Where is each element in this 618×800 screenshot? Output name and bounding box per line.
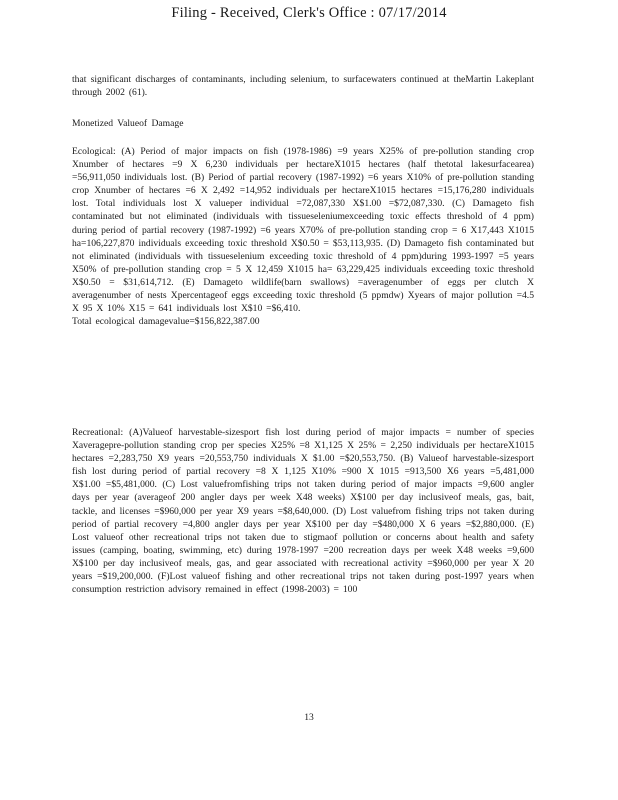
page-number: 13: [304, 712, 314, 723]
recreational-paragraph: Recreational: (A)Valueof harvestable-sizesport fish lost during period of major impacts = number of species Xaveragepre-pollution standing crop per species X25% =8 X1,125 X 25% = 2,250 individuals per hectareX1015 hectares =2,283,750 X9 years =20,553,750 individuals X $1.00 =$20,553,750. (B) Valueof harvestable-sizesport fish lost during period of partial recovery =8 X 1,125 X10% =900 X 1015 =913,500 X6 years =5,481,000 X$1.00 =$5,481,000. (C) Lost valuefromfishing trips not taken during period of major impacts =9,600 angler days per year (averageof 200 angler days per week X48 weeks) X$100 per day inclusiveof meals, gas, bait, tackle, and licenses =$960,000 per year X9 years =$8,640,000. (D) Lost valuefrom fishing trips not taken during period of partial recovery =4,800 angler days per year X$100 per day =$480,000 X 6 years =$2,880,000. (E) Lost valueof other recreational trips not taken due to stigmaof pollution or concerns about health and safety issues (camping, boating, swimming, etc) during 1978-1997 =200 recreation days per week X48 weeks =9,600 X$100 per day inclusiveof meals, gas, and gear associated with recreational activity =$960,000 per year X 20 years =$19,200,000. (F)Lost valueof fishing and other recreational trips not taken during post-1997 years when consumption restriction advisory remained in effect (1998-2003) = 100: [72, 427, 534, 596]
section-heading: Monetized Valueof Damage: [72, 118, 184, 129]
filing-header: Filing - Received, Clerk's Office : 07/17/2014: [171, 5, 447, 21]
ecological-body: Ecological: (A) Period of major impacts on fish (1978-1986) =9 years X25% of pre-pollution standing crop Xnumber of hectares =9 X 6,230 individuals per hectareX1015 hectares (half thetotal lakesurfacearea) =56,911,050 individuals lost. (B) Period of partial recovery (1987-1992) =6 years X10% of pre-pollution standing crop Xnumber of hectares =6 X 2,492 =14,952 individuals per hectareX1015 hectares =15,176,280 individuals lost. Total individuals lost X valueper individual =72,087,330 X$1.00 =$72,087,330. (C) Damageto fish contaminated but not eliminated (individuals with tissueseleniumexceeding toxic effects threshold of 4 ppm) during period of partial recovery (1987-1992) =6 years X70% of pre-pollution standing crop = 6 X17,443 X1015 ha=106,227,870 individuals exceeding toxic threshold X$0.50 = $53,113,935. (D) Damageto fish contaminated but not eliminated (individuals with tissueselenium exceeding toxic threshold of 4 ppm)during 1993-1997 =5 years X50% of pre-pollution standing crop = 5 X 12,459 X1015 ha= 63,229,425 individuals exceeding toxic threshold X$0.50 = $31,614,712. (E) Damageto wildlife(barn swallows) =averagenumber of eggs per clutch X averagenumber of nests Xpercentageof eggs exceeding toxic threshold (5 ppmdw) Xyears of major pollution =4.5 X 95 X 10% X15 = 641 individuals lost X$10 =$6,410.: [72, 146, 534, 315]
intro-paragraph: that significant discharges of contaminants, including selenium, to surfacewaters continued at theMartin Lakeplant through 2002 (61).: [72, 74, 534, 99]
ecological-paragraph: [72, 145, 534, 328]
ecological-total: Total ecological damagevalue=$156,822,387.00: [72, 316, 260, 328]
